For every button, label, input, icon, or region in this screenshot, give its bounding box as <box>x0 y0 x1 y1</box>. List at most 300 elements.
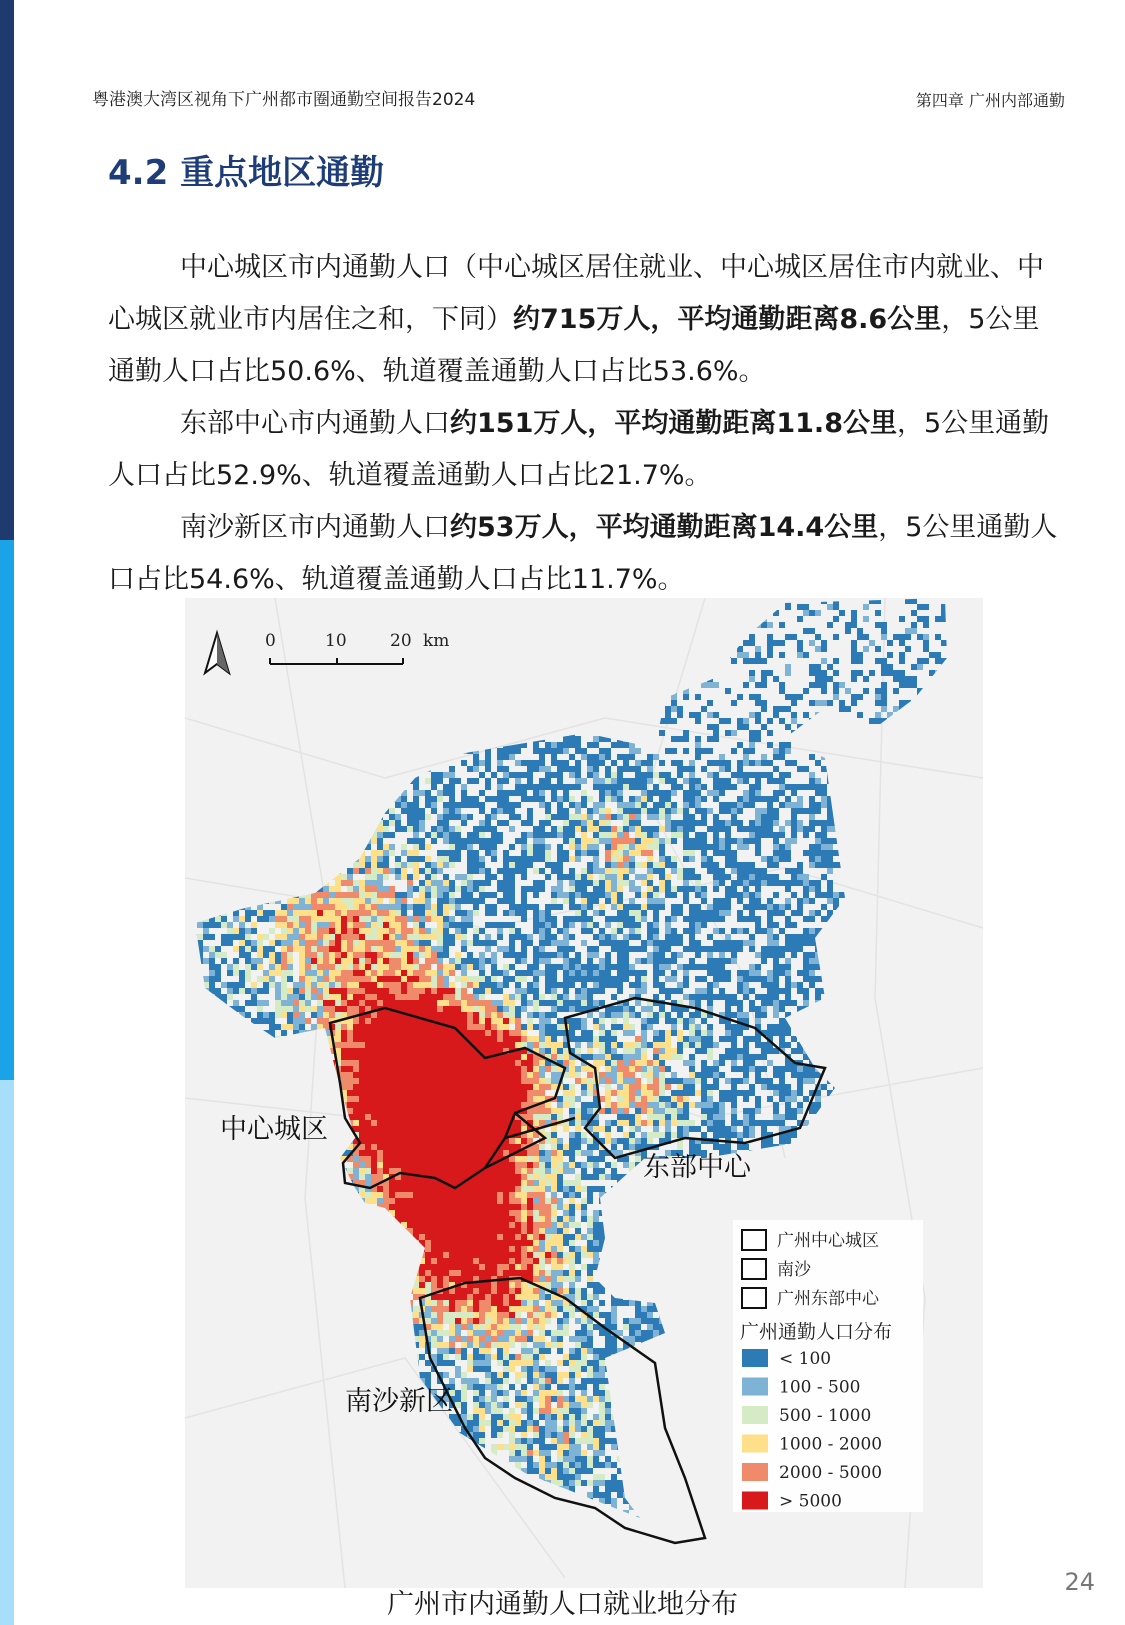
heat-cell <box>281 964 287 970</box>
heat-cell <box>479 880 485 886</box>
heat-cell <box>581 922 587 928</box>
heat-cell <box>461 964 467 970</box>
heat-cell <box>425 910 431 916</box>
heat-cell <box>755 814 761 820</box>
heat-cell <box>689 910 695 916</box>
heat-cell <box>851 694 857 700</box>
heat-cell <box>407 904 413 910</box>
heat-cell <box>749 940 755 946</box>
heat-cell <box>545 910 551 916</box>
heat-cell <box>665 808 671 814</box>
heat-cell <box>653 928 659 934</box>
heat-cell <box>335 946 341 952</box>
heat-cell <box>575 838 581 844</box>
heat-cell <box>461 916 467 922</box>
heat-cell <box>743 940 749 946</box>
heat-cell <box>521 958 527 964</box>
heat-cell <box>755 826 761 832</box>
heat-cell <box>551 742 557 748</box>
heat-cell <box>659 772 665 778</box>
heat-cell <box>617 808 623 814</box>
heat-cell <box>425 886 431 892</box>
heat-cell <box>431 808 437 814</box>
heat-cell <box>641 802 647 808</box>
heat-cell <box>719 790 725 796</box>
heat-cell <box>557 796 563 802</box>
heat-cell <box>371 940 377 946</box>
heat-cell <box>791 634 797 640</box>
heat-cell <box>767 952 773 958</box>
heat-cell <box>479 964 485 970</box>
heat-cell <box>647 832 653 838</box>
heat-cell <box>383 874 389 880</box>
heat-cell <box>827 622 833 628</box>
heat-cell <box>545 850 551 856</box>
heat-cell <box>401 862 407 868</box>
heat-cell <box>365 940 371 946</box>
heat-cell <box>263 952 269 958</box>
heat-cell <box>803 832 809 838</box>
heat-cell <box>503 790 509 796</box>
heat-cell <box>443 826 449 832</box>
heat-cell <box>785 694 791 700</box>
heat-cell <box>815 844 821 850</box>
heat-cell <box>665 886 671 892</box>
heat-cell <box>713 778 719 784</box>
heat-cell <box>395 934 401 940</box>
heat-cell <box>413 946 419 952</box>
heat-cell <box>587 868 593 874</box>
heat-cell <box>623 850 629 856</box>
heat-cell <box>725 808 731 814</box>
heat-cell <box>773 712 779 718</box>
heat-cell <box>917 616 923 622</box>
heat-cell <box>215 922 221 928</box>
heat-cell <box>683 880 689 886</box>
heat-cell <box>533 790 539 796</box>
heat-cell <box>623 874 629 880</box>
heat-cell <box>389 814 395 820</box>
heat-cell <box>899 670 905 676</box>
heat-cell <box>539 790 545 796</box>
heat-cell <box>539 844 545 850</box>
heat-cell <box>749 820 755 826</box>
heat-cell <box>623 760 629 766</box>
heat-cell <box>563 952 569 958</box>
heat-cell <box>677 826 683 832</box>
heat-cell <box>641 844 647 850</box>
heat-cell <box>725 760 731 766</box>
heat-cell <box>455 964 461 970</box>
heat-cell <box>755 844 761 850</box>
heat-cell <box>647 838 653 844</box>
heat-cell <box>449 832 455 838</box>
heat-cell <box>263 916 269 922</box>
heat-cell <box>653 826 659 832</box>
heat-cell <box>653 790 659 796</box>
heat-cell <box>623 826 629 832</box>
heat-cell <box>779 748 785 754</box>
heat-cell <box>803 928 809 934</box>
heat-cell <box>443 802 449 808</box>
heat-cell <box>653 910 659 916</box>
heat-cell <box>311 922 317 928</box>
heat-cell <box>743 790 749 796</box>
heat-cell <box>725 862 731 868</box>
heat-cell <box>359 934 365 940</box>
heat-cell <box>497 898 503 904</box>
heat-cell <box>521 784 527 790</box>
heat-cell <box>779 784 785 790</box>
heat-cell <box>311 904 317 910</box>
heat-cell <box>269 940 275 946</box>
heat-cell <box>707 934 713 940</box>
heat-cell <box>365 856 371 862</box>
heat-cell <box>653 772 659 778</box>
heat-cell <box>899 676 905 682</box>
heat-cell <box>779 826 785 832</box>
heat-cell <box>209 946 215 952</box>
heat-cell <box>431 952 437 958</box>
heat-cell <box>737 844 743 850</box>
heat-cell <box>845 622 851 628</box>
heat-cell <box>329 964 335 970</box>
heat-cell <box>227 940 233 946</box>
heat-cell <box>683 730 689 736</box>
heat-cell <box>437 964 443 970</box>
heat-cell <box>545 820 551 826</box>
heat-cell <box>503 772 509 778</box>
heat-cell <box>521 862 527 868</box>
heat-cell <box>587 946 593 952</box>
report-title-header: 粤港澳大湾区视角下广州都市圈通勤空间报告2024 <box>92 90 476 110</box>
heat-cell <box>809 826 815 832</box>
heat-cell <box>671 790 677 796</box>
heat-cell <box>653 940 659 946</box>
heat-cell <box>707 748 713 754</box>
heat-cell <box>389 808 395 814</box>
heat-cell <box>413 868 419 874</box>
heat-cell <box>215 946 221 952</box>
heat-cell <box>365 892 371 898</box>
heat-cell <box>311 928 317 934</box>
heat-cell <box>389 844 395 850</box>
heat-cell <box>809 916 815 922</box>
heat-cell <box>497 928 503 934</box>
heat-cell <box>815 670 821 676</box>
heat-cell <box>845 628 851 634</box>
heat-cell <box>443 856 449 862</box>
heat-cell <box>659 808 665 814</box>
heat-cell <box>785 922 791 928</box>
heat-cell <box>557 826 563 832</box>
heat-cell <box>551 784 557 790</box>
heat-cell <box>395 922 401 928</box>
heat-cell <box>413 964 419 970</box>
heat-cell <box>203 934 209 940</box>
heat-cell <box>245 952 251 958</box>
heat-cell <box>599 778 605 784</box>
heat-cell <box>209 934 215 940</box>
heat-cell <box>533 892 539 898</box>
heat-cell <box>467 766 473 772</box>
heat-cell <box>365 952 371 958</box>
heat-cell <box>767 928 773 934</box>
heat-cell <box>329 952 335 958</box>
heat-cell <box>617 778 623 784</box>
heat-cell <box>251 910 257 916</box>
heat-cell <box>311 958 317 964</box>
heat-cell <box>683 748 689 754</box>
heat-cell <box>719 940 725 946</box>
heat-cell <box>881 628 887 634</box>
heat-cell <box>587 928 593 934</box>
heat-cell <box>815 784 821 790</box>
heat-cell <box>797 820 803 826</box>
heat-cell <box>353 922 359 928</box>
heat-cell <box>623 844 629 850</box>
heat-cell <box>827 856 833 862</box>
heat-cell <box>737 808 743 814</box>
heat-cell <box>611 772 617 778</box>
heat-cell <box>635 916 641 922</box>
heat-cell <box>809 844 815 850</box>
heat-cell <box>443 874 449 880</box>
heat-cell <box>473 934 479 940</box>
heat-cell <box>299 964 305 970</box>
heat-cell <box>713 868 719 874</box>
heat-cell <box>599 760 605 766</box>
heat-cell <box>413 808 419 814</box>
heat-cell <box>479 892 485 898</box>
heat-cell <box>395 820 401 826</box>
heat-cell <box>719 910 725 916</box>
heat-cell <box>569 934 575 940</box>
heat-cell <box>323 928 329 934</box>
heat-cell <box>419 880 425 886</box>
heat-cell <box>299 946 305 952</box>
heat-cell <box>563 838 569 844</box>
heat-cell <box>791 952 797 958</box>
heat-cell <box>617 892 623 898</box>
heat-cell <box>743 826 749 832</box>
heat-cell <box>851 676 857 682</box>
heat-cell <box>203 946 209 952</box>
heat-cell <box>791 712 797 718</box>
heat-cell <box>365 922 371 928</box>
heat-cell <box>629 904 635 910</box>
heat-cell <box>551 814 557 820</box>
heat-cell <box>653 898 659 904</box>
heat-cell <box>659 838 665 844</box>
heat-cell <box>683 802 689 808</box>
heat-cell <box>869 670 875 676</box>
heat-cell <box>383 940 389 946</box>
heat-cell <box>407 934 413 940</box>
heat-cell <box>371 964 377 970</box>
heat-cell <box>527 772 533 778</box>
heat-cell <box>611 856 617 862</box>
heat-cell <box>911 628 917 634</box>
heat-cell <box>569 958 575 964</box>
heat-cell <box>635 922 641 928</box>
heat-cell <box>641 796 647 802</box>
heat-cell <box>479 868 485 874</box>
heat-cell <box>371 958 377 964</box>
heat-cell <box>569 886 575 892</box>
heat-cell <box>215 952 221 958</box>
heat-cell <box>515 910 521 916</box>
heat-cell <box>647 952 653 958</box>
heat-cell <box>329 934 335 940</box>
heat-cell <box>599 790 605 796</box>
heat-cell <box>443 862 449 868</box>
heat-cell <box>317 904 323 910</box>
heat-cell <box>527 964 533 970</box>
heat-cell <box>677 832 683 838</box>
heat-cell <box>551 754 557 760</box>
heat-cell <box>623 862 629 868</box>
heat-cell <box>425 934 431 940</box>
heat-cell <box>623 766 629 772</box>
heat-cell <box>425 946 431 952</box>
heat-cell <box>527 760 533 766</box>
heat-cell <box>473 778 479 784</box>
heat-cell <box>611 760 617 766</box>
heat-cell <box>719 916 725 922</box>
heat-cell <box>437 778 443 784</box>
heat-cell <box>431 886 437 892</box>
heat-cell <box>791 832 797 838</box>
heat-cell <box>515 838 521 844</box>
heat-cell <box>827 826 833 832</box>
heat-cell <box>437 826 443 832</box>
heat-cell <box>347 898 353 904</box>
heat-cell <box>695 820 701 826</box>
heat-cell <box>377 916 383 922</box>
heat-cell <box>605 898 611 904</box>
heat-cell <box>491 856 497 862</box>
heat-cell <box>299 928 305 934</box>
heat-cell <box>725 718 731 724</box>
heat-cell <box>689 796 695 802</box>
heat-cell <box>545 964 551 970</box>
heat-cell <box>473 880 479 886</box>
heat-cell <box>857 670 863 676</box>
heat-cell <box>485 820 491 826</box>
heat-cell <box>353 898 359 904</box>
heat-cell <box>683 898 689 904</box>
heat-cell <box>767 820 773 826</box>
heat-cell <box>299 904 305 910</box>
heat-cell <box>473 838 479 844</box>
heat-cell <box>737 838 743 844</box>
heat-cell <box>917 604 923 610</box>
heat-cell <box>557 952 563 958</box>
heat-cell <box>581 802 587 808</box>
heat-cell <box>503 922 509 928</box>
heat-cell <box>875 646 881 652</box>
heat-cell <box>617 868 623 874</box>
heat-cell <box>467 874 473 880</box>
heat-cell <box>785 856 791 862</box>
heat-cell <box>323 958 329 964</box>
heat-cell <box>785 934 791 940</box>
heat-cell <box>605 784 611 790</box>
heat-cell <box>365 868 371 874</box>
heat-cell <box>629 820 635 826</box>
heat-cell <box>275 922 281 928</box>
heat-cell <box>509 910 515 916</box>
heat-cell <box>827 868 833 874</box>
heat-cell <box>569 844 575 850</box>
heat-cell <box>467 838 473 844</box>
heat-cell <box>671 904 677 910</box>
heat-cell <box>827 880 833 886</box>
heat-cell <box>611 892 617 898</box>
heat-cell <box>461 940 467 946</box>
heat-cell <box>425 928 431 934</box>
heat-cell <box>503 802 509 808</box>
heat-cell <box>689 790 695 796</box>
heat-cell <box>725 856 731 862</box>
heat-cell <box>305 928 311 934</box>
heat-cell <box>395 946 401 952</box>
heat-cell <box>755 736 761 742</box>
heat-cell <box>647 760 653 766</box>
heat-cell <box>635 958 641 964</box>
heat-cell <box>677 808 683 814</box>
heat-cell <box>461 874 467 880</box>
heat-cell <box>449 916 455 922</box>
heat-cell <box>485 946 491 952</box>
heat-cell <box>671 778 677 784</box>
heat-cell <box>737 724 743 730</box>
heat-cell <box>821 802 827 808</box>
heat-cell <box>581 886 587 892</box>
heat-cell <box>569 898 575 904</box>
heat-cell <box>731 928 737 934</box>
heat-cell <box>629 796 635 802</box>
heat-cell <box>683 916 689 922</box>
heat-cell <box>569 874 575 880</box>
heat-cell <box>257 910 263 916</box>
heat-cell <box>401 808 407 814</box>
heat-cell <box>563 820 569 826</box>
heat-cell <box>419 814 425 820</box>
heat-cell <box>875 610 881 616</box>
heat-cell <box>797 766 803 772</box>
heat-cell <box>539 754 545 760</box>
heat-cell <box>275 934 281 940</box>
heat-cell <box>575 766 581 772</box>
heat-cell <box>485 910 491 916</box>
heat-cell <box>599 832 605 838</box>
heat-cell <box>731 856 737 862</box>
heat-cell <box>617 844 623 850</box>
heat-cell <box>395 928 401 934</box>
heat-cell <box>713 946 719 952</box>
heat-cell <box>287 964 293 970</box>
heat-cell <box>713 796 719 802</box>
heat-cell <box>935 658 941 664</box>
heat-cell <box>767 670 773 676</box>
heat-cell <box>599 808 605 814</box>
heat-cell <box>749 742 755 748</box>
heat-cell <box>521 838 527 844</box>
heat-cell <box>749 670 755 676</box>
heat-cell <box>587 964 593 970</box>
